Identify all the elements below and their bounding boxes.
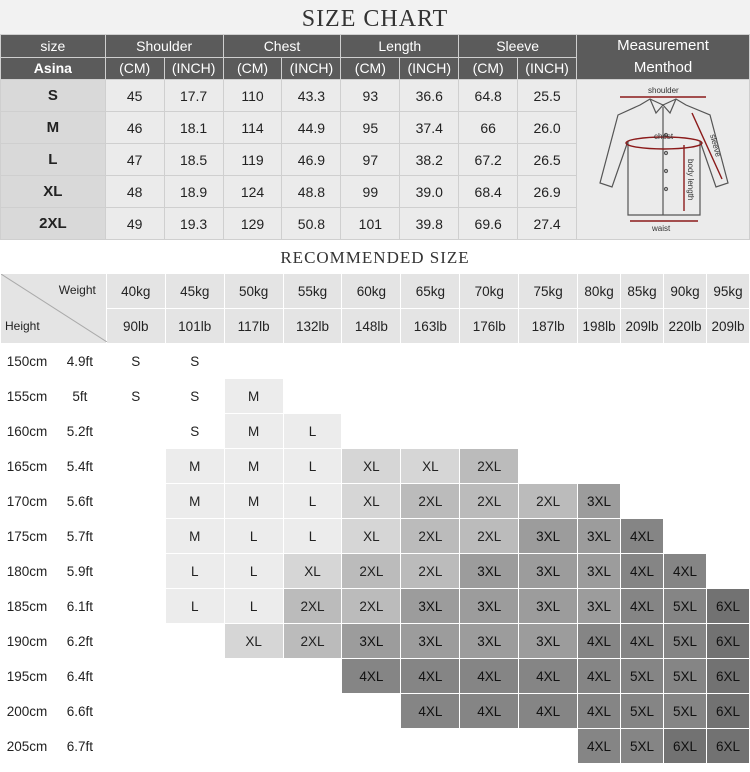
weight-kg-header: 65kg — [401, 274, 460, 309]
recommended-size-cell: 2XL — [401, 554, 460, 589]
height-row — [1, 624, 750, 659]
size-value: 27.4 — [518, 208, 577, 240]
recommended-size-cell: 3XL — [578, 519, 621, 554]
recommended-size-cell: 6XL — [706, 589, 749, 624]
recommended-size-cell: 3XL — [460, 624, 519, 659]
size-value: 114 — [223, 112, 282, 144]
size-header-row — [1, 35, 750, 58]
recommended-size-cell — [106, 484, 165, 519]
weight-kg-row — [1, 274, 750, 309]
recommended-size-cell: 4XL — [621, 589, 664, 624]
recommended-size-cell — [165, 694, 224, 729]
recommended-size-cell — [578, 344, 621, 379]
recommended-size-cell — [664, 519, 707, 554]
recommended-size-cell: 4XL — [621, 624, 664, 659]
recommended-size-cell — [621, 379, 664, 414]
recommended-size-cell: M — [165, 484, 224, 519]
recommended-size-cell — [621, 344, 664, 379]
recommended-size-cell: 2XL — [283, 624, 342, 659]
weight-axis-label: Weight — [58, 283, 96, 297]
unit-header: (INCH) — [400, 57, 459, 80]
recommended-size-cell: 6XL — [706, 659, 749, 694]
size-column-header: size — [1, 35, 106, 58]
recommended-size-cell: L — [283, 484, 342, 519]
recommended-size-cell: XL — [342, 519, 401, 554]
recommended-size-cell: XL — [342, 484, 401, 519]
recommended-size-cell: 2XL — [519, 484, 578, 519]
recommended-size-cell: 2XL — [283, 589, 342, 624]
size-value: 66 — [459, 112, 518, 144]
weight-kg-header: 95kg — [706, 274, 749, 309]
height-ft: 6.2ft — [53, 624, 106, 659]
recommended-size-cell — [106, 729, 165, 764]
weight-lb-header: 220lb — [664, 309, 707, 344]
height-row — [1, 449, 750, 484]
size-value: 48.8 — [282, 176, 341, 208]
recommended-size-cell: M — [224, 414, 283, 449]
height-row — [1, 344, 750, 379]
recommended-size-cell: M — [165, 519, 224, 554]
recommended-size-cell — [578, 449, 621, 484]
recommended-size-cell: L — [224, 554, 283, 589]
size-value: 38.2 — [400, 144, 459, 176]
size-value: 124 — [223, 176, 282, 208]
length-header: Length — [341, 35, 459, 58]
recommended-size-cell: 5XL — [664, 694, 707, 729]
recommended-size-cell: XL — [224, 624, 283, 659]
recommended-size-cell — [106, 519, 165, 554]
recommended-size-cell — [519, 344, 578, 379]
height-cm: 190cm — [1, 624, 54, 659]
recommended-size-cell: M — [224, 484, 283, 519]
height-ft: 5.7ft — [53, 519, 106, 554]
unit-header: (CM) — [341, 57, 400, 80]
recommended-size-cell — [224, 344, 283, 379]
recommended-size-cell: 2XL — [460, 449, 519, 484]
weight-kg-header: 85kg — [621, 274, 664, 309]
size-value: 101 — [341, 208, 400, 240]
size-value: 49 — [105, 208, 164, 240]
recommended-size-cell — [106, 659, 165, 694]
recommended-size-cell — [224, 694, 283, 729]
recommended-size-cell: 3XL — [401, 589, 460, 624]
recommended-size-cell: 4XL — [664, 554, 707, 589]
recommended-size-cell: M — [224, 379, 283, 414]
recommended-size-cell: S — [106, 379, 165, 414]
recommended-size-cell: L — [283, 449, 342, 484]
size-value: 93 — [341, 80, 400, 112]
recommended-size-cell: 3XL — [342, 624, 401, 659]
size-name: M — [1, 112, 106, 144]
recommended-size-cell: 2XL — [342, 589, 401, 624]
size-name: 2XL — [1, 208, 106, 240]
recommended-size-cell — [664, 484, 707, 519]
weight-kg-header: 90kg — [664, 274, 707, 309]
recommended-size-cell: 5XL — [664, 624, 707, 659]
size-value: 19.3 — [164, 208, 223, 240]
recommended-size-cell — [706, 449, 749, 484]
size-value: 37.4 — [400, 112, 459, 144]
recommended-size-cell — [283, 694, 342, 729]
height-cm: 160cm — [1, 414, 54, 449]
height-ft: 4.9ft — [53, 344, 106, 379]
recommended-size-cell: 2XL — [342, 554, 401, 589]
recommended-size-cell — [342, 344, 401, 379]
recommended-size-cell — [621, 484, 664, 519]
size-row-s — [1, 80, 750, 112]
weight-kg-header: 70kg — [460, 274, 519, 309]
recommended-size-cell — [106, 624, 165, 659]
size-name: L — [1, 144, 106, 176]
recommended-size-cell: 3XL — [519, 554, 578, 589]
weight-lb-row — [1, 309, 750, 344]
shoulder-header: Shoulder — [105, 35, 223, 58]
height-row — [1, 694, 750, 729]
recommended-size-cell: L — [165, 554, 224, 589]
recommended-size-cell — [106, 554, 165, 589]
height-row — [1, 379, 750, 414]
recommended-size-cell: 3XL — [401, 624, 460, 659]
height-cm: 165cm — [1, 449, 54, 484]
weight-kg-header: 60kg — [342, 274, 401, 309]
recommended-size-cell — [664, 379, 707, 414]
size-value: 26.9 — [518, 176, 577, 208]
recommended-size-cell — [578, 414, 621, 449]
recommended-size-cell — [460, 344, 519, 379]
height-row — [1, 414, 750, 449]
measurement-method-header — [577, 35, 750, 80]
recommended-size-cell — [706, 519, 749, 554]
recommended-size-cell: 2XL — [401, 519, 460, 554]
recommended-size-cell: 6XL — [706, 694, 749, 729]
weight-lb-header: 163lb — [401, 309, 460, 344]
recommended-size-cell: L — [283, 414, 342, 449]
recommended-size-cell — [401, 729, 460, 764]
height-row — [1, 554, 750, 589]
chart-title: SIZE CHART — [0, 0, 750, 34]
recommended-size-cell: 4XL — [401, 659, 460, 694]
recommended-title: RECOMMENDED SIZE — [0, 239, 750, 274]
height-cm: 150cm — [1, 344, 54, 379]
recommended-size-cell — [621, 449, 664, 484]
recommended-size-cell: 3XL — [578, 589, 621, 624]
size-table — [0, 34, 750, 240]
recommended-size-cell — [460, 379, 519, 414]
chest-header: Chest — [223, 35, 341, 58]
recommended-size-cell — [283, 379, 342, 414]
weight-lb-header: 132lb — [283, 309, 342, 344]
height-row — [1, 484, 750, 519]
recommended-size-cell — [460, 729, 519, 764]
sleeve-label: sleeve — [708, 133, 723, 158]
recommended-size-cell: 4XL — [342, 659, 401, 694]
size-value: 43.3 — [282, 80, 341, 112]
height-ft: 5.4ft — [53, 449, 106, 484]
size-value: 26.0 — [518, 112, 577, 144]
recommended-size-cell: M — [224, 449, 283, 484]
recommended-size-cell: 6XL — [664, 729, 707, 764]
size-value: 18.9 — [164, 176, 223, 208]
recommended-size-cell — [578, 379, 621, 414]
recommended-size-cell — [283, 659, 342, 694]
recommended-size-cell: 3XL — [578, 484, 621, 519]
body-length-label: body length — [686, 159, 696, 201]
recommended-size-cell: 4XL — [578, 659, 621, 694]
recommended-size-cell — [401, 414, 460, 449]
recommended-size-cell — [165, 729, 224, 764]
height-cm: 175cm — [1, 519, 54, 554]
shoulder-label: shoulder — [648, 86, 679, 95]
recommended-size-cell: S — [165, 414, 224, 449]
recommended-size-cell — [342, 414, 401, 449]
recommended-size-cell: 2XL — [460, 519, 519, 554]
height-row — [1, 729, 750, 764]
size-value: 68.4 — [459, 176, 518, 208]
size-value: 95 — [341, 112, 400, 144]
size-value: 47 — [105, 144, 164, 176]
recommended-size-cell: XL — [342, 449, 401, 484]
size-value: 110 — [223, 80, 282, 112]
weight-kg-header: 45kg — [165, 274, 224, 309]
recommended-size-cell: 5XL — [621, 729, 664, 764]
recommended-size-cell: L — [224, 519, 283, 554]
sleeve-header: Sleeve — [459, 35, 577, 58]
weight-lb-header: 209lb — [706, 309, 749, 344]
recommended-size-cell — [621, 414, 664, 449]
recommended-size-cell: 5XL — [664, 589, 707, 624]
recommended-size-cell — [224, 659, 283, 694]
unit-header: (CM) — [105, 57, 164, 80]
recommended-size-cell — [706, 554, 749, 589]
height-row — [1, 519, 750, 554]
recommended-size-cell: 5XL — [621, 694, 664, 729]
height-ft: 5ft — [53, 379, 106, 414]
recommended-size-cell — [519, 449, 578, 484]
height-ft: 6.6ft — [53, 694, 106, 729]
recommended-size-cell — [283, 344, 342, 379]
recommended-size-cell: 4XL — [578, 729, 621, 764]
recommended-size-cell: 5XL — [664, 659, 707, 694]
recommended-size-cell: XL — [283, 554, 342, 589]
size-value: 18.1 — [164, 112, 223, 144]
recommended-size-cell: 3XL — [460, 589, 519, 624]
unit-header: (INCH) — [282, 57, 341, 80]
recommended-size-cell — [106, 414, 165, 449]
size-value: 17.7 — [164, 80, 223, 112]
size-value: 44.9 — [282, 112, 341, 144]
size-value: 67.2 — [459, 144, 518, 176]
recommended-size-cell: S — [106, 344, 165, 379]
height-cm: 155cm — [1, 379, 54, 414]
weight-lb-header: 209lb — [621, 309, 664, 344]
brand-label: Asina — [1, 57, 106, 80]
size-name: XL — [1, 176, 106, 208]
height-ft: 6.1ft — [53, 589, 106, 624]
recommended-size-cell: L — [165, 589, 224, 624]
height-ft: 6.7ft — [53, 729, 106, 764]
recommended-size-cell — [342, 694, 401, 729]
height-cm: 195cm — [1, 659, 54, 694]
size-value: 99 — [341, 176, 400, 208]
recommended-size-cell: 4XL — [460, 694, 519, 729]
height-cm: 185cm — [1, 589, 54, 624]
recommended-size-cell — [664, 449, 707, 484]
weight-lb-header: 117lb — [224, 309, 283, 344]
recommended-size-cell: 2XL — [460, 484, 519, 519]
height-cm: 180cm — [1, 554, 54, 589]
recommended-size-cell: 3XL — [519, 519, 578, 554]
unit-header: (INCH) — [164, 57, 223, 80]
size-value: 48 — [105, 176, 164, 208]
recommended-size-cell: 3XL — [519, 624, 578, 659]
size-name: S — [1, 80, 106, 112]
recommended-size-cell: 4XL — [578, 694, 621, 729]
weight-kg-header: 50kg — [224, 274, 283, 309]
size-value: 97 — [341, 144, 400, 176]
recommended-size-cell: 6XL — [706, 729, 749, 764]
height-axis-label: Height — [5, 319, 40, 333]
weight-kg-header: 55kg — [283, 274, 342, 309]
shirt-measurement-diagram — [577, 80, 750, 240]
recommended-size-cell: L — [283, 519, 342, 554]
weight-lb-header: 90lb — [106, 309, 165, 344]
size-value: 64.8 — [459, 80, 518, 112]
unit-header: (INCH) — [518, 57, 577, 80]
recommended-size-cell — [519, 729, 578, 764]
recommended-size-cell — [165, 624, 224, 659]
recommended-size-cell: 3XL — [460, 554, 519, 589]
height-cm: 200cm — [1, 694, 54, 729]
height-row — [1, 659, 750, 694]
unit-header: (CM) — [459, 57, 518, 80]
size-value: 25.5 — [518, 80, 577, 112]
height-cm: 170cm — [1, 484, 54, 519]
height-ft: 5.9ft — [53, 554, 106, 589]
recommended-size-cell: 4XL — [401, 694, 460, 729]
recommended-size-cell: S — [165, 344, 224, 379]
size-value: 129 — [223, 208, 282, 240]
recommended-size-cell — [460, 414, 519, 449]
size-value: 26.5 — [518, 144, 577, 176]
weight-kg-header: 80kg — [578, 274, 621, 309]
weight-lb-header: 176lb — [460, 309, 519, 344]
recommended-size-cell — [106, 449, 165, 484]
size-value: 39.8 — [400, 208, 459, 240]
recommended-size-cell: M — [165, 449, 224, 484]
recommended-size-cell — [706, 484, 749, 519]
recommended-size-cell — [664, 344, 707, 379]
weight-lb-header: 187lb — [519, 309, 578, 344]
weight-kg-header: 40kg — [106, 274, 165, 309]
height-ft: 5.6ft — [53, 484, 106, 519]
recommended-size-cell — [165, 659, 224, 694]
weight-height-corner — [1, 274, 107, 344]
recommended-size-table — [0, 273, 750, 764]
recommended-size-cell — [106, 589, 165, 624]
height-ft: 6.4ft — [53, 659, 106, 694]
size-value: 18.5 — [164, 144, 223, 176]
height-ft: 5.2ft — [53, 414, 106, 449]
size-value: 46 — [105, 112, 164, 144]
shirt-icon — [588, 83, 738, 233]
weight-lb-header: 148lb — [342, 309, 401, 344]
recommended-size-cell: 4XL — [519, 694, 578, 729]
recommended-size-cell — [401, 344, 460, 379]
recommended-size-cell — [342, 379, 401, 414]
size-value: 46.9 — [282, 144, 341, 176]
weight-lb-header: 198lb — [578, 309, 621, 344]
recommended-size-cell: 2XL — [401, 484, 460, 519]
recommended-size-cell — [342, 729, 401, 764]
measurement-line-2: Menthod — [633, 59, 693, 76]
size-value: 69.6 — [459, 208, 518, 240]
recommended-size-cell: 4XL — [621, 519, 664, 554]
size-value: 50.8 — [282, 208, 341, 240]
recommended-size-cell — [224, 729, 283, 764]
recommended-size-cell — [706, 344, 749, 379]
measurement-line-1: Measurement — [617, 37, 709, 54]
weight-kg-header: 75kg — [519, 274, 578, 309]
recommended-size-cell: 3XL — [578, 554, 621, 589]
recommended-size-cell: 5XL — [621, 659, 664, 694]
size-value: 39.0 — [400, 176, 459, 208]
size-value: 36.6 — [400, 80, 459, 112]
recommended-size-cell — [664, 414, 707, 449]
recommended-size-cell — [283, 729, 342, 764]
weight-lb-header: 101lb — [165, 309, 224, 344]
recommended-size-cell — [106, 694, 165, 729]
size-value: 45 — [105, 80, 164, 112]
recommended-size-cell — [401, 379, 460, 414]
recommended-size-cell — [706, 379, 749, 414]
height-cm: 205cm — [1, 729, 54, 764]
height-row — [1, 589, 750, 624]
recommended-size-cell — [706, 414, 749, 449]
recommended-size-cell: 6XL — [706, 624, 749, 659]
recommended-size-cell: S — [165, 379, 224, 414]
unit-header: (CM) — [223, 57, 282, 80]
chest-label: chest — [654, 132, 674, 141]
recommended-size-cell: L — [224, 589, 283, 624]
recommended-size-cell: 4XL — [460, 659, 519, 694]
recommended-size-cell: XL — [401, 449, 460, 484]
recommended-size-cell — [519, 414, 578, 449]
recommended-size-cell: 4XL — [621, 554, 664, 589]
size-value: 119 — [223, 144, 282, 176]
recommended-size-cell: 4XL — [578, 624, 621, 659]
waist-label: waist — [652, 224, 671, 233]
recommended-size-cell: 3XL — [519, 589, 578, 624]
recommended-size-cell — [519, 379, 578, 414]
recommended-size-cell: 4XL — [519, 659, 578, 694]
